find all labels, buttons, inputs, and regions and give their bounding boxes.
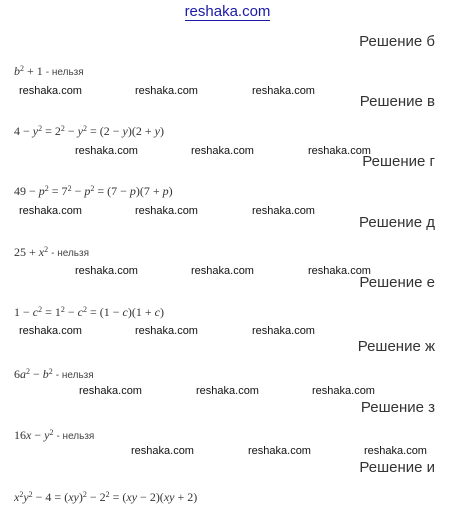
watermark-text: reshaka.com xyxy=(364,445,427,457)
solution-heading-g: Решение г xyxy=(362,153,435,170)
solution-heading-b: Решение б xyxy=(359,33,435,50)
solution-expression-e: $1 - c^2 = 1^2 - c^2 = (1 - c)(1 + c)$ xyxy=(14,305,164,319)
solution-heading-e: Решение е xyxy=(359,274,435,291)
watermark-text: reshaka.com xyxy=(19,205,82,217)
watermark-text: reshaka.com xyxy=(252,85,315,97)
watermark-text: reshaka.com xyxy=(135,205,198,217)
solution-expression-v: $4 - y^2 = 2^2 - y^2 = (2 - y)(2 + y)$ xyxy=(14,124,164,138)
watermark-text: reshaka.com xyxy=(135,85,198,97)
watermark-text: reshaka.com xyxy=(19,85,82,97)
watermark-text: reshaka.com xyxy=(75,145,138,157)
solution-expression-d: $25 + x^2$ - нельзя xyxy=(14,245,90,259)
solution-expression-z: $16x - y^2$ - нельзя xyxy=(14,428,95,442)
watermark-text: reshaka.com xyxy=(79,385,142,397)
solution-expression-g: $49 - p^2 = 7^2 - p^2 = (7 - p)(7 + p)$ xyxy=(14,184,173,198)
watermark-text: reshaka.com xyxy=(19,325,82,337)
solution-heading-i: Решение и xyxy=(359,459,435,476)
watermark-text: reshaka.com xyxy=(312,385,375,397)
solution-expression-i: $x^2y^2 - 4 = (xy)^2 - 2^2 = (xy - 2)(xy + 2)$ xyxy=(14,490,198,504)
watermark-text: reshaka.com xyxy=(308,145,371,157)
solution-heading-zh: Решение ж xyxy=(357,338,435,355)
solution-expression-zh: $6a^2 - b^2$ - нельзя xyxy=(14,367,94,381)
watermark-text: reshaka.com xyxy=(248,445,311,457)
watermark-text: reshaka.com xyxy=(191,265,254,277)
solution-heading-d: Решение д xyxy=(359,214,435,231)
watermark-text: reshaka.com xyxy=(191,145,254,157)
watermark-text: reshaka.com xyxy=(252,325,315,337)
watermark-text: reshaka.com xyxy=(252,205,315,217)
solution-heading-v: Решение в xyxy=(359,93,435,110)
watermark-text: reshaka.com xyxy=(308,265,371,277)
watermark-text: reshaka.com xyxy=(131,445,194,457)
site-header-link[interactable]: reshaka.com xyxy=(184,3,271,20)
solution-heading-z: Решение з xyxy=(360,399,435,416)
watermark-text: reshaka.com xyxy=(135,325,198,337)
solution-expression-b: $b^2 + 1$ - нельзя xyxy=(14,64,84,78)
watermark-text: reshaka.com xyxy=(196,385,259,397)
watermark-text: reshaka.com xyxy=(75,265,138,277)
